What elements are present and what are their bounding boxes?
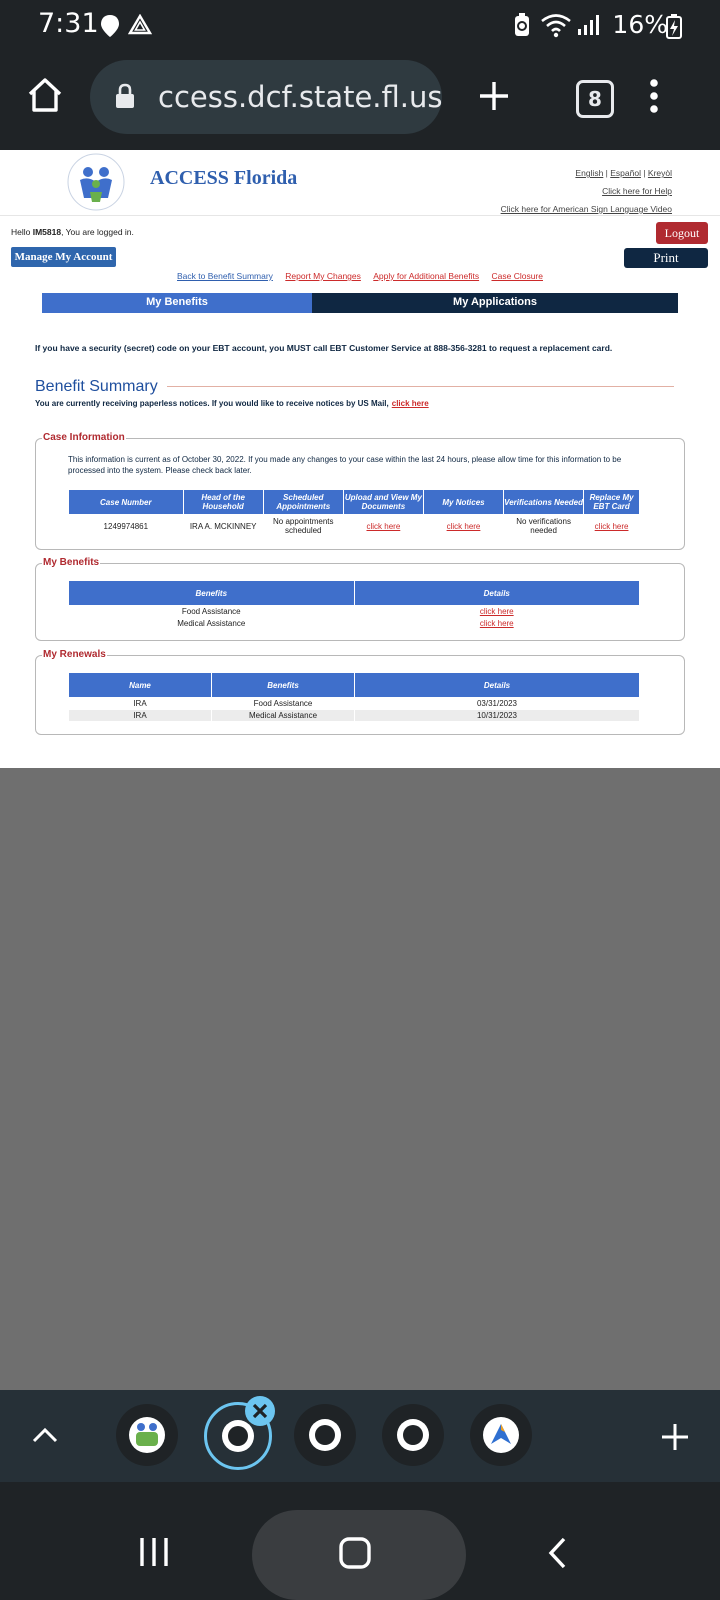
renewal-date: 03/31/2023 xyxy=(476,699,518,708)
recent-apps-icon[interactable] xyxy=(136,1536,172,1568)
globe-icon xyxy=(397,1419,429,1451)
status-time: 7:31 xyxy=(38,8,99,39)
status-bar xyxy=(0,0,720,50)
header-links: English | Español | Kreyòl Click here for Help Click here for American Sign Language Video xyxy=(500,168,672,214)
page-nav-links xyxy=(0,271,720,281)
access-florida-favicon xyxy=(129,1417,165,1453)
help-link[interactable]: Click here for Help xyxy=(602,186,672,196)
renewal-name: IRA xyxy=(133,699,147,708)
globe-icon xyxy=(309,1419,341,1451)
documents-link[interactable]: click here xyxy=(366,521,401,531)
user-id: IM5818 xyxy=(32,227,62,237)
column-header: My Notices xyxy=(424,490,503,514)
tab-thumb[interactable] xyxy=(294,1404,356,1466)
lang-english-link[interactable]: English xyxy=(575,168,604,178)
renewals-table xyxy=(68,672,640,722)
head-of-household: IRA A. MCKINNEY xyxy=(189,521,257,531)
replace-ebt-link[interactable]: click here xyxy=(594,521,629,531)
chevron-up-icon[interactable] xyxy=(30,1424,60,1446)
lock-icon[interactable] xyxy=(114,82,136,110)
my-benefits-section xyxy=(35,557,685,641)
back-to-summary-link[interactable]: Back to Benefit Summary xyxy=(177,271,273,281)
column-header: Details xyxy=(355,673,639,697)
add-tab-icon[interactable] xyxy=(660,1422,690,1452)
benefit-details-link[interactable]: click here xyxy=(479,619,514,628)
tab-my-applications[interactable]: My Applications xyxy=(453,296,537,308)
table-header-row xyxy=(69,581,639,605)
site-title: ACCESS Florida xyxy=(150,167,298,189)
back-icon[interactable] xyxy=(546,1536,570,1570)
tab-thumb[interactable] xyxy=(382,1404,444,1466)
table-row xyxy=(69,515,639,537)
tab-group-strip xyxy=(0,1390,720,1482)
benefit-name: Food Assistance xyxy=(181,607,241,616)
my-renewals-section xyxy=(35,649,685,735)
table-header-row xyxy=(69,490,639,514)
tab-bar xyxy=(42,293,678,313)
tab-thumb-access-florida[interactable] xyxy=(116,1404,178,1466)
wifi-icon xyxy=(540,12,574,38)
apply-benefits-link[interactable]: Apply for Additional Benefits xyxy=(373,271,480,281)
talk-favicon xyxy=(483,1417,519,1453)
dcf-seal-logo xyxy=(66,152,126,214)
column-header: Head of the Household xyxy=(184,490,263,514)
paperless-notice: You are currently receiving paperless notices. If you would like to receive notices by US Mail, click here xyxy=(35,399,429,408)
notices-link[interactable]: click here xyxy=(446,521,481,531)
web-page xyxy=(0,150,720,768)
renewal-name: IRA xyxy=(69,710,211,721)
renewal-date: 10/31/2023 xyxy=(355,710,639,721)
renewal-benefit: Medical Assistance xyxy=(212,710,354,721)
tab-thumb-talk[interactable] xyxy=(470,1404,532,1466)
us-mail-link[interactable]: click here xyxy=(391,399,429,408)
my-renewals-legend: My Renewals xyxy=(43,649,106,660)
table-header-row xyxy=(69,673,639,697)
case-information-section xyxy=(35,432,685,550)
benefit-summary-title: Benefit Summary xyxy=(35,378,158,395)
benefit-details-link[interactable]: click here xyxy=(479,607,514,616)
new-tab-icon[interactable] xyxy=(478,80,510,112)
battery-saver-icon xyxy=(512,13,532,37)
column-header: Scheduled Appointments xyxy=(264,490,343,514)
asl-video-link[interactable]: Click here for American Sign Language Video xyxy=(500,204,672,214)
manage-account-button[interactable]: Manage My Account xyxy=(11,247,116,267)
column-header: Benefits xyxy=(212,673,354,697)
login-status: Hello IM5818, You are logged in. xyxy=(11,227,134,237)
table-row xyxy=(69,710,639,721)
benefits-table xyxy=(68,580,640,630)
verifications-status: No verifications needed xyxy=(516,517,571,535)
battery-charging-icon xyxy=(666,13,682,39)
table-row xyxy=(69,698,639,709)
case-info-note: This information is current as of October 30, 2022. If you made any changes to your case within the last 24 hours, please allow time for this information to be processed into the system. Please check back later. xyxy=(68,455,622,475)
case-closure-link[interactable]: Case Closure xyxy=(491,271,543,281)
print-button[interactable]: Print xyxy=(624,248,708,268)
title-divider xyxy=(167,386,674,387)
column-header: Name xyxy=(69,673,211,697)
benefit-name: Medical Assistance xyxy=(177,619,246,628)
signal-icon xyxy=(576,14,602,36)
menu-dots-icon[interactable] xyxy=(648,78,660,114)
tab-switcher-button[interactable]: 8 xyxy=(576,80,614,118)
battery-percent: 16% xyxy=(612,10,668,39)
lang-kreyol-link[interactable]: Kreyòl xyxy=(647,168,672,178)
lang-espanol-link[interactable]: Español xyxy=(610,168,641,178)
case-number: 1249974861 xyxy=(103,521,149,531)
drive-icon xyxy=(128,14,152,36)
close-tab-button[interactable] xyxy=(245,1396,275,1426)
home-icon[interactable] xyxy=(26,76,64,114)
column-header: Benefits xyxy=(69,581,354,605)
home-icon[interactable] xyxy=(338,1536,372,1570)
table-row xyxy=(69,606,639,617)
ebt-security-note: If you have a security (secret) code on your EBT account, you MUST call EBT Customer Service at 888-356-3281 to request a replacement card. xyxy=(35,343,613,353)
column-header: Case Number xyxy=(69,490,183,514)
case-information-legend: Case Information xyxy=(43,432,125,443)
close-icon[interactable] xyxy=(245,1396,275,1426)
location-icon xyxy=(100,14,120,38)
report-changes-link[interactable]: Report My Changes xyxy=(285,271,361,281)
column-header: Replace My EBT Card xyxy=(584,490,639,514)
logout-button[interactable]: Logout xyxy=(656,222,708,244)
my-benefits-legend: My Benefits xyxy=(43,557,100,568)
appointments-status: No appointments scheduled xyxy=(273,517,334,535)
column-header: Verifications Needed xyxy=(504,490,583,514)
table-row xyxy=(69,618,639,629)
header-divider xyxy=(0,215,720,216)
url-text[interactable]: ccess.dcf.state.fl.us xyxy=(158,80,443,114)
tab-my-benefits[interactable]: My Benefits xyxy=(42,293,312,313)
case-info-table xyxy=(68,489,640,538)
column-header: Upload and View My Documents xyxy=(344,490,423,514)
column-header: Details xyxy=(355,581,640,605)
renewal-benefit: Food Assistance xyxy=(253,699,313,708)
